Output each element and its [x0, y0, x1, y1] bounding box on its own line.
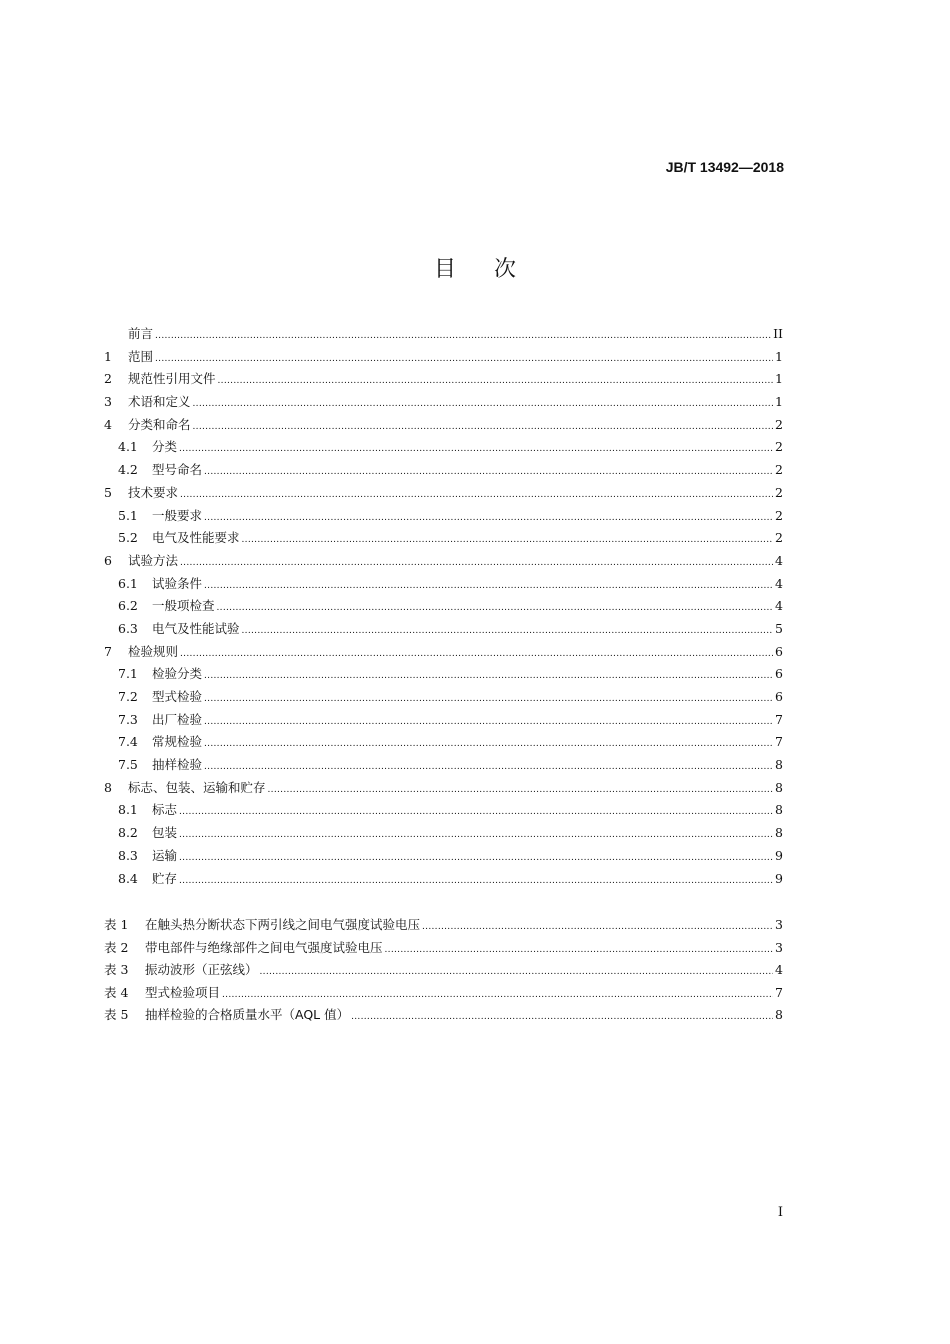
toc-entry[interactable] [104, 800, 783, 823]
entry-number: 6.1 [118, 575, 138, 591]
dot-leader [204, 689, 773, 704]
table-entry[interactable] [104, 915, 783, 938]
entry-title: 抽样检验 [152, 757, 203, 773]
entry-title: 前言 [128, 326, 154, 341]
toc-entry[interactable] [104, 778, 783, 801]
entry-page: II [773, 326, 783, 341]
entry-title: 技术要求 [128, 484, 179, 500]
table-entry[interactable] [104, 960, 783, 983]
entry-number: 7.2 [118, 689, 138, 704]
entry-page: 1 [775, 371, 783, 387]
dot-leader [180, 553, 773, 568]
dot-leader [204, 712, 773, 727]
entry-page: 4 [775, 598, 783, 614]
dot-leader [179, 848, 773, 863]
entry-page: 5 [775, 620, 783, 636]
entry-title: 一般要求 [152, 507, 203, 523]
entry-number: 8.4 [118, 870, 138, 886]
entry-title: 电气及性能要求 [152, 530, 240, 546]
toc-entry[interactable] [104, 869, 783, 892]
dot-leader [204, 462, 773, 477]
dot-leader [193, 394, 774, 409]
table-entry[interactable] [104, 983, 783, 1006]
dot-leader [179, 825, 773, 840]
list-of-tables [104, 915, 783, 1028]
entry-number: 2 [104, 371, 112, 387]
entry-number: 8.1 [118, 802, 138, 818]
entry-title: 试验方法 [128, 552, 179, 568]
entry-title: 型式检验 [152, 689, 203, 704]
entry-title: 术语和定义 [128, 394, 191, 410]
toc-entry[interactable] [104, 755, 783, 778]
entry-number: 4.1 [118, 439, 138, 455]
entry-page: 7 [775, 984, 783, 1000]
dot-leader [268, 780, 774, 795]
toc-entry[interactable] [104, 846, 783, 869]
dot-leader [204, 508, 773, 523]
entry-number: 7.4 [118, 734, 138, 750]
entry-number: 表 5 [104, 1007, 129, 1022]
entry-title: 振动波形（正弦线） [145, 962, 258, 977]
toc-entry[interactable] [104, 619, 783, 642]
page-title: 目次 [433, 257, 554, 282]
entry-number: 6.3 [118, 620, 138, 636]
table-of-contents [104, 324, 783, 891]
dot-leader [179, 439, 773, 454]
toc-entry[interactable] [104, 574, 783, 597]
entry-page: 3 [775, 917, 783, 932]
dot-leader [351, 1007, 773, 1022]
entry-number: 表 3 [104, 962, 129, 977]
entry-title: 范围 [128, 348, 154, 364]
entry-page: 2 [775, 439, 783, 455]
dot-leader [204, 757, 773, 772]
dot-leader [155, 349, 773, 364]
entry-title: 检验规则 [128, 643, 179, 659]
toc-entry[interactable] [104, 369, 783, 392]
toc-entry[interactable] [104, 483, 783, 506]
entry-page: 7 [775, 734, 783, 750]
toc-entry[interactable] [104, 528, 783, 551]
page-number: I [777, 1205, 783, 1220]
entry-number: 4 [104, 416, 112, 432]
entry-page: 2 [775, 416, 783, 432]
toc-entry[interactable] [104, 437, 783, 460]
entry-page: 4 [775, 962, 783, 977]
entry-number: 8 [104, 779, 112, 795]
entry-page: 2 [775, 484, 783, 500]
entry-page: 8 [775, 802, 783, 818]
entry-title: 运输 [152, 847, 178, 863]
entry-page: 2 [775, 462, 783, 478]
entry-number: 7.5 [118, 757, 138, 773]
dot-leader [180, 644, 773, 659]
dot-leader [193, 417, 774, 432]
dot-leader [180, 485, 773, 500]
dot-leader [385, 940, 774, 955]
entry-title: 型号命名 [152, 462, 203, 478]
entry-page: 8 [775, 825, 783, 841]
entry-number: 3 [104, 394, 112, 410]
entry-page: 6 [775, 689, 783, 704]
entry-page: 9 [775, 870, 783, 886]
entry-title: 一般项检查 [152, 598, 215, 614]
entry-number: 表 2 [104, 939, 129, 955]
dot-leader [242, 621, 774, 636]
dot-leader [222, 985, 773, 1000]
toc-entry[interactable] [104, 642, 783, 665]
entry-page: 3 [775, 939, 783, 955]
dot-leader [155, 326, 771, 341]
entry-title: 分类和命名 [128, 416, 191, 432]
toc-entry[interactable] [104, 324, 783, 347]
entry-number: 8.3 [118, 847, 138, 863]
entry-title: 试验条件 [152, 575, 203, 591]
entry-page: 4 [775, 575, 783, 591]
entry-number: 8.2 [118, 825, 138, 841]
dot-leader [217, 598, 774, 613]
entry-page: 9 [775, 847, 783, 863]
entry-number: 5.2 [118, 530, 138, 546]
table-entry[interactable] [104, 1005, 783, 1028]
toc-entry[interactable] [104, 460, 783, 483]
entry-page: 6 [775, 643, 783, 659]
dot-leader [179, 802, 773, 817]
standard-number: JB/T 13492—2018 [665, 159, 784, 175]
toc-entry[interactable] [104, 823, 783, 846]
entry-number: 5.1 [118, 507, 138, 523]
entry-number: 1 [104, 348, 112, 364]
entry-title: 标志、包装、运输和贮存 [128, 779, 266, 795]
entry-title: 带电部件与绝缘部件之间电气强度试验电压 [145, 939, 383, 955]
entry-title: 出厂检验 [152, 711, 203, 727]
entry-page: 2 [775, 530, 783, 546]
toc-entry[interactable] [104, 687, 783, 710]
entry-title: 包装 [152, 825, 178, 841]
dot-leader [260, 962, 774, 977]
entry-number: 7.1 [118, 666, 138, 682]
dot-leader [204, 734, 773, 749]
entry-page: 8 [775, 779, 783, 795]
entry-number: 7.3 [118, 711, 138, 727]
toc-entry[interactable] [104, 415, 783, 438]
entry-title: 抽样检验的合格质量水平（AQL 值） [145, 1007, 350, 1022]
entry-page: 2 [775, 507, 783, 523]
toc-entry[interactable] [104, 506, 783, 529]
dot-leader [422, 917, 773, 932]
toc-entry[interactable] [104, 710, 783, 733]
entry-title: 标志 [152, 802, 178, 818]
entry-title: 规范性引用文件 [128, 371, 216, 387]
entry-page: 4 [775, 552, 783, 568]
entry-number: 表 4 [104, 984, 129, 1000]
entry-number: 4.2 [118, 462, 138, 478]
entry-number: 7 [104, 643, 112, 659]
entry-title: 型式检验项目 [145, 984, 221, 1000]
entry-number: 表 1 [104, 917, 129, 932]
entry-number: 6 [104, 552, 112, 568]
entry-title: 在触头热分断状态下两引线之间电气强度试验电压 [145, 917, 421, 932]
entry-page: 1 [775, 348, 783, 364]
table-entry[interactable] [104, 938, 783, 961]
toc-entry[interactable] [104, 596, 783, 619]
toc-entry[interactable] [104, 392, 783, 415]
entry-page: 6 [775, 666, 783, 682]
dot-leader [179, 871, 773, 886]
toc-entry[interactable] [104, 732, 783, 755]
dot-leader [242, 530, 774, 545]
toc-entry[interactable] [104, 551, 783, 574]
entry-page: 8 [775, 757, 783, 773]
entry-title: 贮存 [152, 870, 178, 886]
entry-page: 8 [775, 1007, 783, 1022]
entry-number: 5 [104, 484, 112, 500]
entry-title: 检验分类 [152, 666, 203, 682]
toc-entry[interactable] [104, 664, 783, 687]
dot-leader [218, 371, 774, 386]
entry-title: 电气及性能试验 [152, 620, 240, 636]
dot-leader [204, 666, 773, 681]
entry-number: 6.2 [118, 598, 138, 614]
entry-page: 7 [775, 711, 783, 727]
entry-title: 分类 [152, 439, 178, 455]
toc-entry[interactable] [104, 347, 783, 370]
entry-page: 1 [775, 394, 783, 410]
entry-title: 常规检验 [152, 734, 203, 750]
dot-leader [204, 576, 773, 591]
